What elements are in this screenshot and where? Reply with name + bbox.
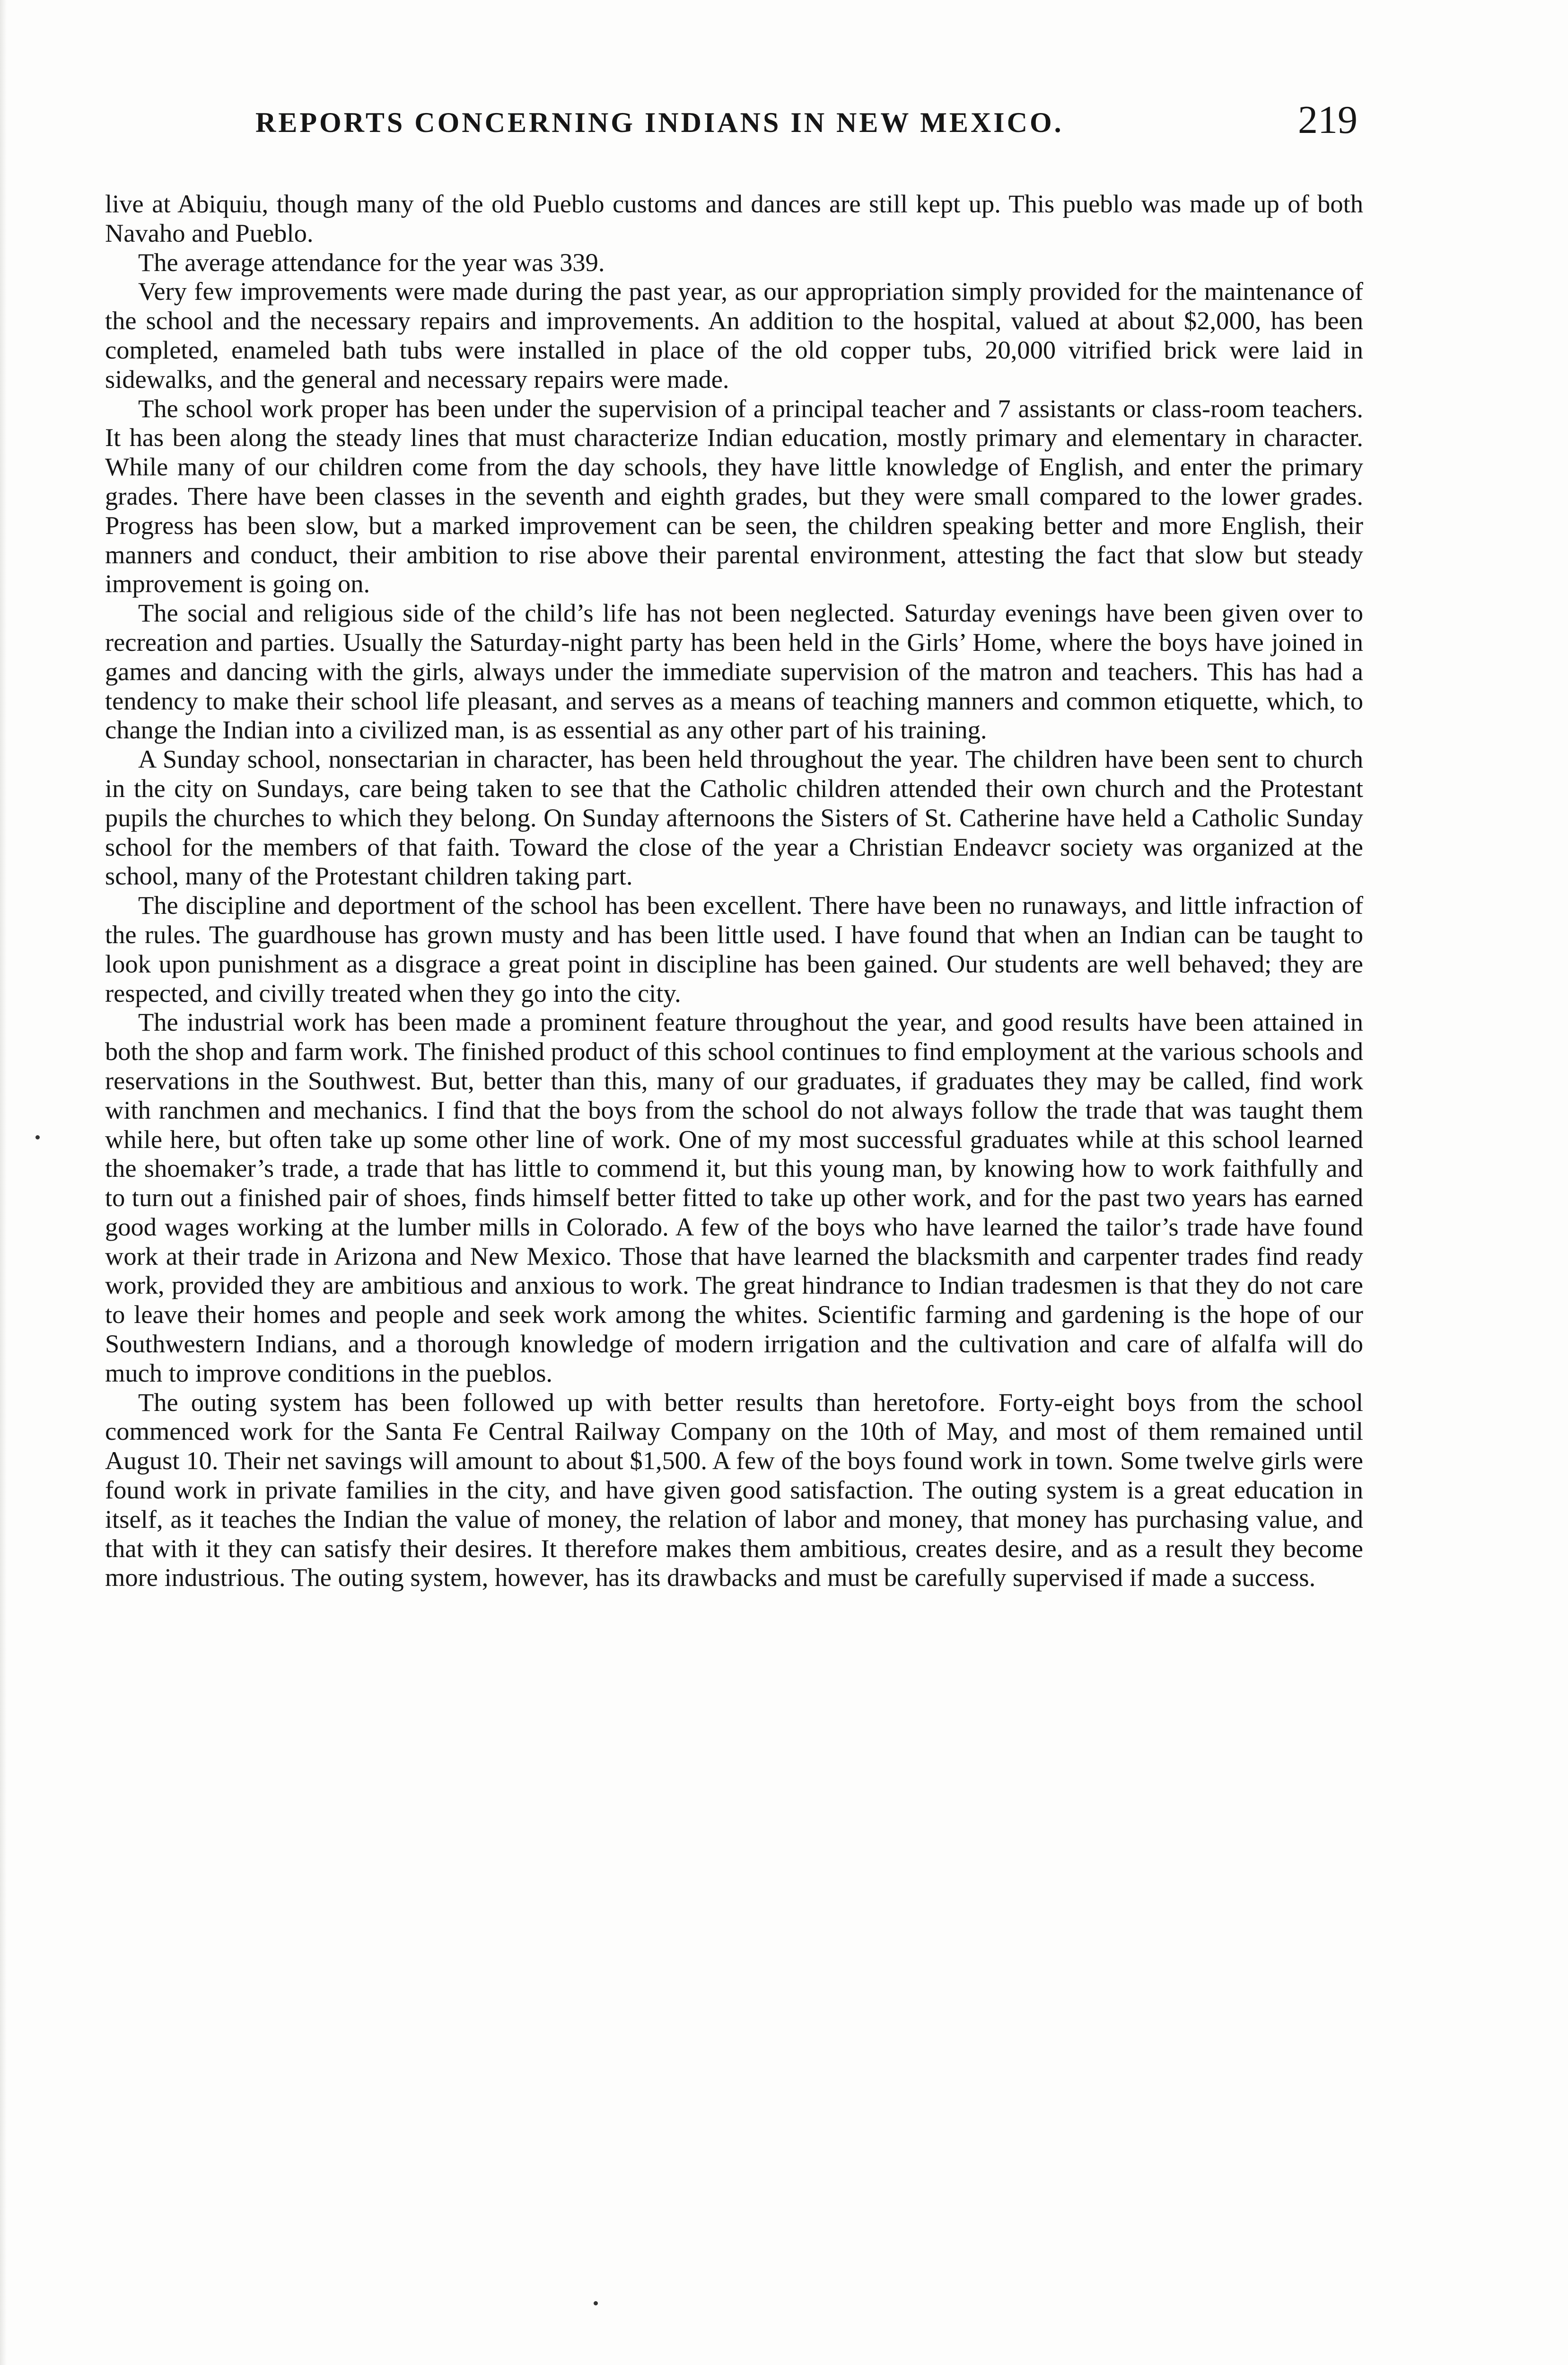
scan-speck	[594, 2301, 598, 2305]
page-edge-shadow	[0, 0, 7, 2365]
paragraph-outing-system: The outing system has been followed up with better results than heretofore. Forty-eight boys from the school commenced work for the Santa Fe Central Railway Company on the 10th of May, and most of them remained until August 10. Their net savings will amount to about $1,500. A few of the boys found work in town. Some twelve girls were found work in private families in the city, and have given good satisfaction. The outing system is a great education in itself, as it teaches the Indian the value of money, the relation of labor and money, that money has purchasing value, and that with it they can satisfy their desires. It therefore makes them ambitious, creates desire, and as a result they become more industrious. The outing system, however, has its drawbacks and must be carefully supervised if made a success.	[105, 1387, 1363, 1592]
paragraph-continuation: live at Abiquiu, though many of the old Pueblo customs and dances are still kept up. This pueblo was made up of both Navaho and Pueblo.	[105, 189, 1363, 247]
page-header	[255, 97, 1358, 154]
paragraph-industrial-work: The industrial work has been made a prominent feature throughout the year, and good results have been attained in both the shop and farm work. The finished product of this school continues to find employment at the various schools and reservations in the Southwest. But, better than this, many of our graduates, if graduates they may be called, find work with ranchmen and mechanics. I find that the boys from the school do not always follow the trade that was taught them while here, but often take up some other line of work. One of my most successful graduates while at this school learned the shoemaker’s trade, a trade that has little to commend it, but this young man, by knowing how to work faithfully and to turn out a finished pair of shoes, finds himself better fitted to take up other work, and for the past two years has earned good wages working at the lumber mills in Colorado. A few of the boys who have learned the tailor’s trade have found work at their trade in Arizona and New Mexico. Those that have learned the blacksmith and carpenter trades find ready work, provided they are ambitious and anxious to work. The great hindrance to Indian tradesmen is that they do not care to leave their homes and people and seek work among the whites. Scientific farming and gardening is the hope of our Southwestern Indians, and a thorough knowledge of modern irrigation and the cultivation and care of alfalfa will do much to improve conditions in the pueblos.	[105, 1007, 1363, 1387]
paragraph-discipline: The discipline and deportment of the school has been excellent. There have been no runaways, and little infraction of the rules. The guardhouse has grown musty and has been little used. I have found that when an Indian can be taught to look upon punishment as a disgrace a great point in discipline has been gained. Our students are well behaved; they are respected, and civilly treated when they go into the city.	[105, 891, 1363, 1007]
paragraph-sunday-school: A Sunday school, nonsectarian in character, has been held throughout the year. The children have been sent to church in the city on Sundays, care being taken to see that the Catholic children attended their own church and the Protestant pupils the churches to which they belong. On Sunday afternoons the Sisters of St. Catherine have held a Catholic Sunday school for the members of that faith. Toward the close of the year a Christian Endeavcr society was organized at the school, many of the Protestant children taking part.	[105, 745, 1363, 891]
paragraph-attendance: The average attendance for the year was 339.	[138, 247, 605, 277]
running-head: REPORTS CONCERNING INDIANS IN NEW MEXICO.	[255, 107, 1064, 138]
paragraph-school-work: The school work proper has been under the supervision of a principal teacher and 7 assistants or class-room teachers. It has been along the steady lines that must characterize Indian education, mostly primary and elementary in character. While many of our children come from the day schools, they have little knowledge of English, and enter the primary grades. There have been classes in the seventh and eighth grades, but they were small compared to the lower grades. Progress has been slow, but a marked improvement can be seen, the children speaking better and more English, their manners and conduct, their ambition to rise above their parental environment, attesting the fact that slow but steady improvement is going on.	[105, 394, 1363, 598]
paragraph-social-religious: The social and religious side of the child’s life has not been neglected. Saturday evenings have been given over to recreation and parties. Usually the Saturday-night party has been held in the Girls’ Home, where the boys have joined in games and dancing with the girls, always under the immediate supervision of the matron and teachers. This has had a tendency to make their school life pleasant, and serves as a means of teaching manners and common etiquette, which, to change the Indian into a civilized man, is as essential as any other part of his training.	[105, 598, 1363, 745]
paragraph-improvements: Very few improvements were made during the past year, as our appropriation simply provided for the maintenance of the school and the necessary repairs and improvements. An addition to the hospital, valued at about $2,000, has been completed, enameled bath tubs were installed in place of the old copper tubs, 20,000 vitrified brick were laid in sidewalks, and the general and necessary repairs were made.	[105, 277, 1363, 394]
page-number: 219	[1298, 98, 1358, 142]
body-text	[105, 189, 1363, 1592]
scan-speck	[35, 1135, 40, 1139]
